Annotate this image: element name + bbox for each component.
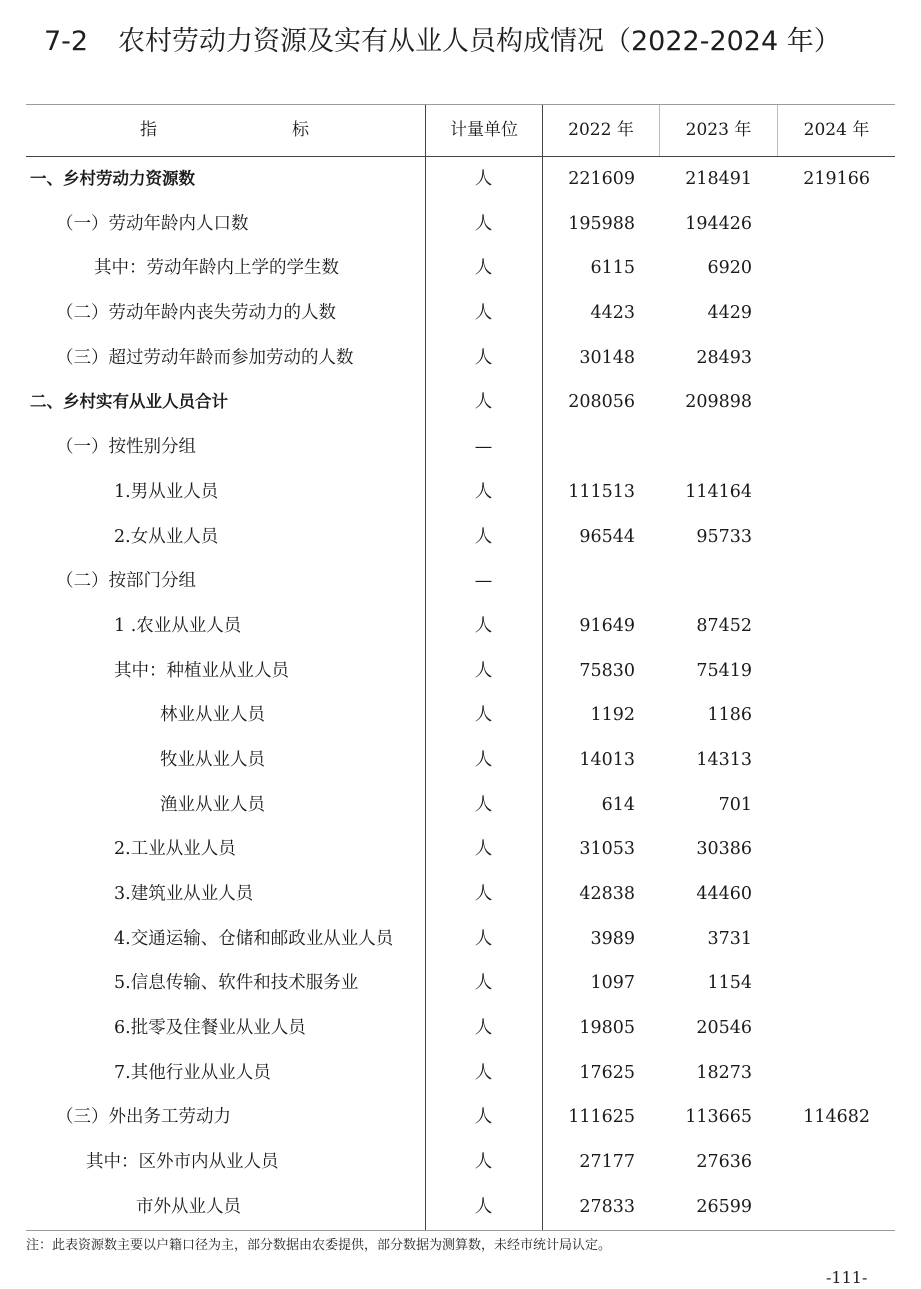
row-label: 6.批零及住餐业从业人员 <box>114 1018 306 1039</box>
value-2022: 19805 <box>579 1018 635 1039</box>
value-2023: 27636 <box>696 1152 752 1173</box>
value-2022: 111513 <box>568 481 635 502</box>
value-2022: 221609 <box>568 169 635 189</box>
value-2023: 87452 <box>696 615 752 636</box>
row-unit: 人 <box>474 347 493 368</box>
value-2022: 208056 <box>568 392 635 413</box>
row-label: （二）劳动年龄内丧失劳动力的人数 <box>56 303 336 324</box>
value-2022: 27177 <box>579 1152 635 1173</box>
row-label: 2.工业从业人员 <box>114 839 236 860</box>
value-2022: 614 <box>601 794 635 815</box>
value-2023: 28493 <box>696 347 752 368</box>
value-2023: 209898 <box>685 392 752 413</box>
row-label: 其中：区外市内从业人员 <box>86 1152 279 1173</box>
row-unit: 人 <box>474 392 493 413</box>
table-title <box>44 22 904 62</box>
table-row <box>26 515 895 560</box>
row-unit: 人 <box>474 1018 493 1039</box>
value-2022: 111625 <box>568 1107 635 1128</box>
row-unit: 人 <box>474 1107 493 1128</box>
value-2023: 1186 <box>707 705 752 726</box>
value-2023: 4429 <box>707 303 752 324</box>
row-label: （三）超过劳动年龄而参加劳动的人数 <box>56 347 354 368</box>
row-label: 牧业从业人员 <box>160 749 265 770</box>
value-2023: 20546 <box>696 1018 752 1039</box>
table-row <box>26 1006 895 1051</box>
table-row <box>26 1140 895 1185</box>
row-label: 一、乡村劳动力资源数 <box>30 169 195 188</box>
value-2023: 701 <box>718 794 752 815</box>
header-indicator-b: 标 <box>292 120 309 140</box>
value-2023: 113665 <box>685 1107 752 1128</box>
table-row <box>26 380 895 425</box>
row-unit: 人 <box>474 481 493 502</box>
row-label: （二）按部门分组 <box>56 571 196 592</box>
row-label: 渔业从业人员 <box>160 794 265 815</box>
value-2022: 91649 <box>579 615 635 636</box>
row-unit: 人 <box>474 169 493 189</box>
row-unit: 人 <box>474 749 493 770</box>
row-label: 7.其他行业从业人员 <box>114 1062 271 1083</box>
table-row <box>26 872 895 917</box>
value-2022: 6115 <box>590 258 635 279</box>
row-unit: 人 <box>474 1152 493 1173</box>
value-2023: 14313 <box>696 749 752 770</box>
table-row <box>26 738 895 783</box>
table-row <box>26 336 895 381</box>
row-unit: 人 <box>474 258 493 279</box>
value-2023: 95733 <box>696 526 752 547</box>
value-2023: 30386 <box>696 839 752 860</box>
table-row <box>26 202 895 247</box>
table-row <box>26 425 895 470</box>
value-2022: 14013 <box>579 749 635 770</box>
value-2022: 27833 <box>579 1196 635 1217</box>
table-row <box>26 783 895 828</box>
row-unit: 人 <box>474 660 493 681</box>
value-2023: 18273 <box>696 1062 752 1083</box>
row-unit: — <box>474 571 493 592</box>
table-row <box>26 559 895 604</box>
row-label: （一）劳动年龄内人口数 <box>56 213 249 234</box>
value-2023: 26599 <box>696 1196 752 1217</box>
value-2022: 31053 <box>579 839 635 860</box>
row-unit: 人 <box>474 213 493 234</box>
row-unit: 人 <box>474 839 493 860</box>
row-unit: 人 <box>474 1062 493 1083</box>
row-label: 1 .农业从业人员 <box>114 615 242 636</box>
row-unit: 人 <box>474 705 493 726</box>
value-2024: 219166 <box>803 169 870 189</box>
row-unit: 人 <box>474 884 493 904</box>
table-row <box>26 291 895 336</box>
header-2024: 2024 年 <box>803 120 870 140</box>
table-row <box>26 1095 895 1140</box>
table-footnote: 注：此表资源数主要以户籍口径为主，部分数据由农委提供，部分数据为测算数，未经市统计局认定。 <box>26 1238 612 1253</box>
header-indicator-a: 指 <box>140 120 157 140</box>
table-row <box>26 917 895 962</box>
row-label: 二、乡村实有从业人员合计 <box>30 392 228 412</box>
value-2022: 1192 <box>590 705 635 726</box>
row-label: 2.女从业人员 <box>114 526 219 547</box>
table-row <box>26 157 895 202</box>
row-label: 5.信息传输、软件和技术服务业 <box>114 973 359 994</box>
row-label: 其中：劳动年龄内上学的学生数 <box>94 258 339 279</box>
row-unit: 人 <box>474 615 493 636</box>
value-2022: 75830 <box>579 660 635 681</box>
value-2023: 194426 <box>685 213 752 234</box>
table-body <box>26 157 895 1230</box>
row-label: 林业从业人员 <box>160 705 265 726</box>
value-2023: 218491 <box>685 169 752 189</box>
value-2022: 4423 <box>590 303 635 324</box>
row-label: 其中：种植业从业人员 <box>114 660 289 681</box>
row-unit: 人 <box>474 526 493 547</box>
table-title-text: 农村劳动力资源及实有从业人员构成情况（2022-2024 年） <box>118 26 841 57</box>
page-number: -111- <box>826 1268 868 1287</box>
header-2023: 2023 年 <box>685 120 752 140</box>
table-number: 7-2 <box>44 26 89 57</box>
row-label: 3.建筑业从业人员 <box>114 884 254 904</box>
table-row <box>26 1051 895 1096</box>
row-unit: 人 <box>474 928 493 949</box>
row-unit: — <box>474 437 493 458</box>
value-2023: 1154 <box>707 973 752 994</box>
row-unit: 人 <box>474 794 493 815</box>
row-label: （三）外出务工劳动力 <box>56 1107 231 1128</box>
row-unit: 人 <box>474 1196 493 1217</box>
value-2023: 75419 <box>696 660 752 681</box>
value-2022: 96544 <box>579 526 635 547</box>
row-label: 市外从业人员 <box>136 1196 241 1217</box>
row-label: 4.交通运输、仓储和邮政业从业人员 <box>114 928 394 949</box>
table-bottom-rule <box>26 1230 895 1231</box>
header-unit: 计量单位 <box>450 120 518 140</box>
value-2023: 114164 <box>685 481 752 502</box>
table-row <box>26 604 895 649</box>
table-row <box>26 827 895 872</box>
table-row <box>26 693 895 738</box>
row-label: （一）按性别分组 <box>56 437 196 458</box>
value-2022: 3989 <box>590 928 635 949</box>
value-2023: 3731 <box>707 928 752 949</box>
value-2022: 195988 <box>568 213 635 234</box>
value-2022: 42838 <box>579 884 635 904</box>
row-label: 1.男从业人员 <box>114 481 219 502</box>
value-2022: 1097 <box>590 973 635 994</box>
value-2024: 114682 <box>803 1107 870 1128</box>
value-2022: 30148 <box>579 347 635 368</box>
table-row <box>26 649 895 694</box>
table-row <box>26 961 895 1006</box>
value-2023: 44460 <box>696 884 752 904</box>
value-2023: 6920 <box>707 258 752 279</box>
table-row <box>26 470 895 515</box>
table-row <box>26 246 895 291</box>
table-row <box>26 1185 895 1230</box>
row-unit: 人 <box>474 303 493 324</box>
value-2022: 17625 <box>579 1062 635 1083</box>
row-unit: 人 <box>474 973 493 994</box>
header-2022: 2022 年 <box>568 120 634 140</box>
